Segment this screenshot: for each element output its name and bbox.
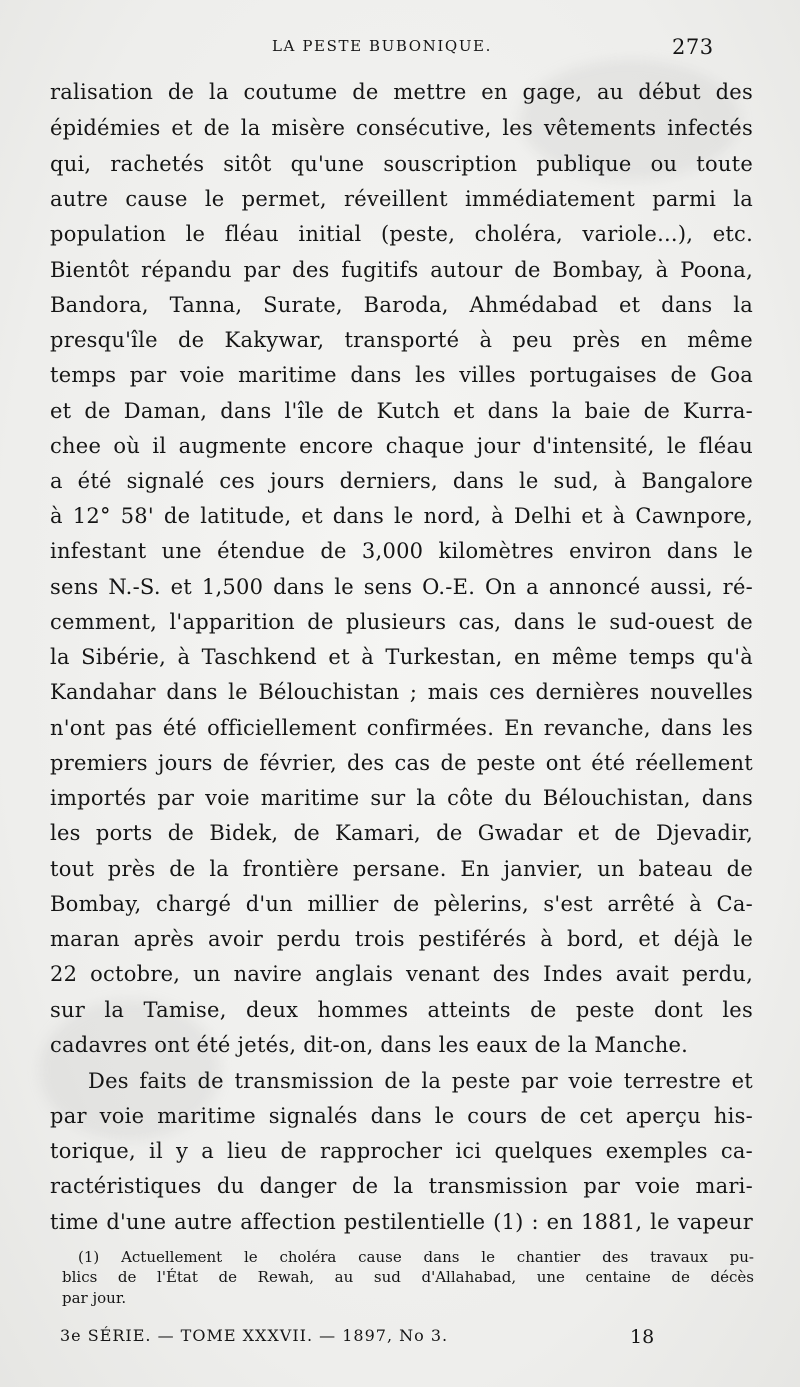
text-line: chee où il augmente encore chaque jour d'intensité, le fléau <box>50 434 753 458</box>
footnote-line: (1) Actuellement le choléra cause dans le chantier des travaux pu- <box>78 1248 754 1266</box>
text-line: 22 octobre, un navire anglais venant des Indes avait perdu, <box>50 962 753 986</box>
text-line: cemment, l'apparition de plusieurs cas, dans le sud-ouest de <box>50 610 753 634</box>
text-line: sur la Tamise, deux hommes atteints de peste dont les <box>50 998 753 1022</box>
page-header <box>0 35 800 65</box>
text-line: Kandahar dans le Bélouchistan ; mais ces dernières nouvelles <box>50 680 753 704</box>
text-line: time d'une autre affection pestilentielle (1) : en 1881, le vapeur <box>50 1210 753 1234</box>
text-line: autre cause le permet, réveillent immédiatement parmi la <box>50 187 753 211</box>
text-line: Bandora, Tanna, Surate, Baroda, Ahmédabad et dans la <box>50 293 753 317</box>
text-line: à 12° 58' de latitude, et dans le nord, à Delhi et à Cawnpore, <box>50 504 753 528</box>
text-line: sens N.-S. et 1,500 dans le sens O.-E. On a annoncé aussi, ré- <box>50 575 753 599</box>
text-line: la Sibérie, à Taschkend et à Turkestan, en même temps qu'à <box>50 645 753 669</box>
text-line: par voie maritime signalés dans le cours de cet aperçu his- <box>50 1104 753 1128</box>
text-line: population le fléau initial (peste, choléra, variole...), etc. <box>50 222 753 246</box>
running-head: LA PESTE BUBONIQUE. <box>272 37 492 55</box>
text-line: premiers jours de février, des cas de peste ont été réellement <box>50 751 753 775</box>
text-line: ralisation de la coutume de mettre en gage, au début des <box>50 80 753 104</box>
signature-line <box>60 1326 760 1350</box>
paragraph-start-line: Des faits de transmission de la peste par voie terrestre et <box>88 1069 753 1093</box>
text-line: ractéristiques du danger de la transmission par voie mari- <box>50 1174 753 1198</box>
text-line: tout près de la frontière persane. En janvier, un bateau de <box>50 857 753 881</box>
text-line: infestant une étendue de 3,000 kilomètres environ dans le <box>50 539 753 563</box>
signature-mark: 18 <box>630 1326 655 1348</box>
text-line: Bombay, chargé d'un millier de pèlerins, s'est arrêté à Ca- <box>50 892 753 916</box>
text-line: a été signalé ces jours derniers, dans le sud, à Bangalore <box>50 469 753 493</box>
series-volume-info: 3e SÉRIE. — TOME XXXVII. — 1897, No 3. <box>60 1326 449 1345</box>
text-line: importés par voie maritime sur la côte du Bélouchistan, dans <box>50 786 753 810</box>
text-line: qui, rachetés sitôt qu'une souscription publique ou toute <box>50 152 753 176</box>
text-line: épidémies et de la misère consécutive, les vêtements infectés <box>50 116 753 140</box>
text-line: n'ont pas été officiellement confirmées. En revanche, dans les <box>50 716 753 740</box>
footnote-line: blics de l'État de Rewah, au sud d'Allahabad, une centaine de décès <box>62 1268 754 1286</box>
text-line: Bientôt répandu par des fugitifs autour de Bombay, à Poona, <box>50 258 753 282</box>
text-line: cadavres ont été jetés, dit-on, dans les eaux de la Manche. <box>50 1033 689 1057</box>
text-line: les ports de Bidek, de Kamari, de Gwadar et de Djevadir, <box>50 821 753 845</box>
text-line: presqu'île de Kakywar, transporté à peu près en même <box>50 328 753 352</box>
text-line: torique, il y a lieu de rapprocher ici quelques exemples ca- <box>50 1139 753 1163</box>
page-number: 273 <box>672 35 714 59</box>
text-line: temps par voie maritime dans les villes portugaises de Goa <box>50 363 753 387</box>
text-line: maran après avoir perdu trois pestiférés à bord, et déjà le <box>50 927 753 951</box>
text-line: et de Daman, dans l'île de Kutch et dans la baie de Kurra- <box>50 399 753 423</box>
footnote-line: par jour. <box>62 1289 127 1307</box>
